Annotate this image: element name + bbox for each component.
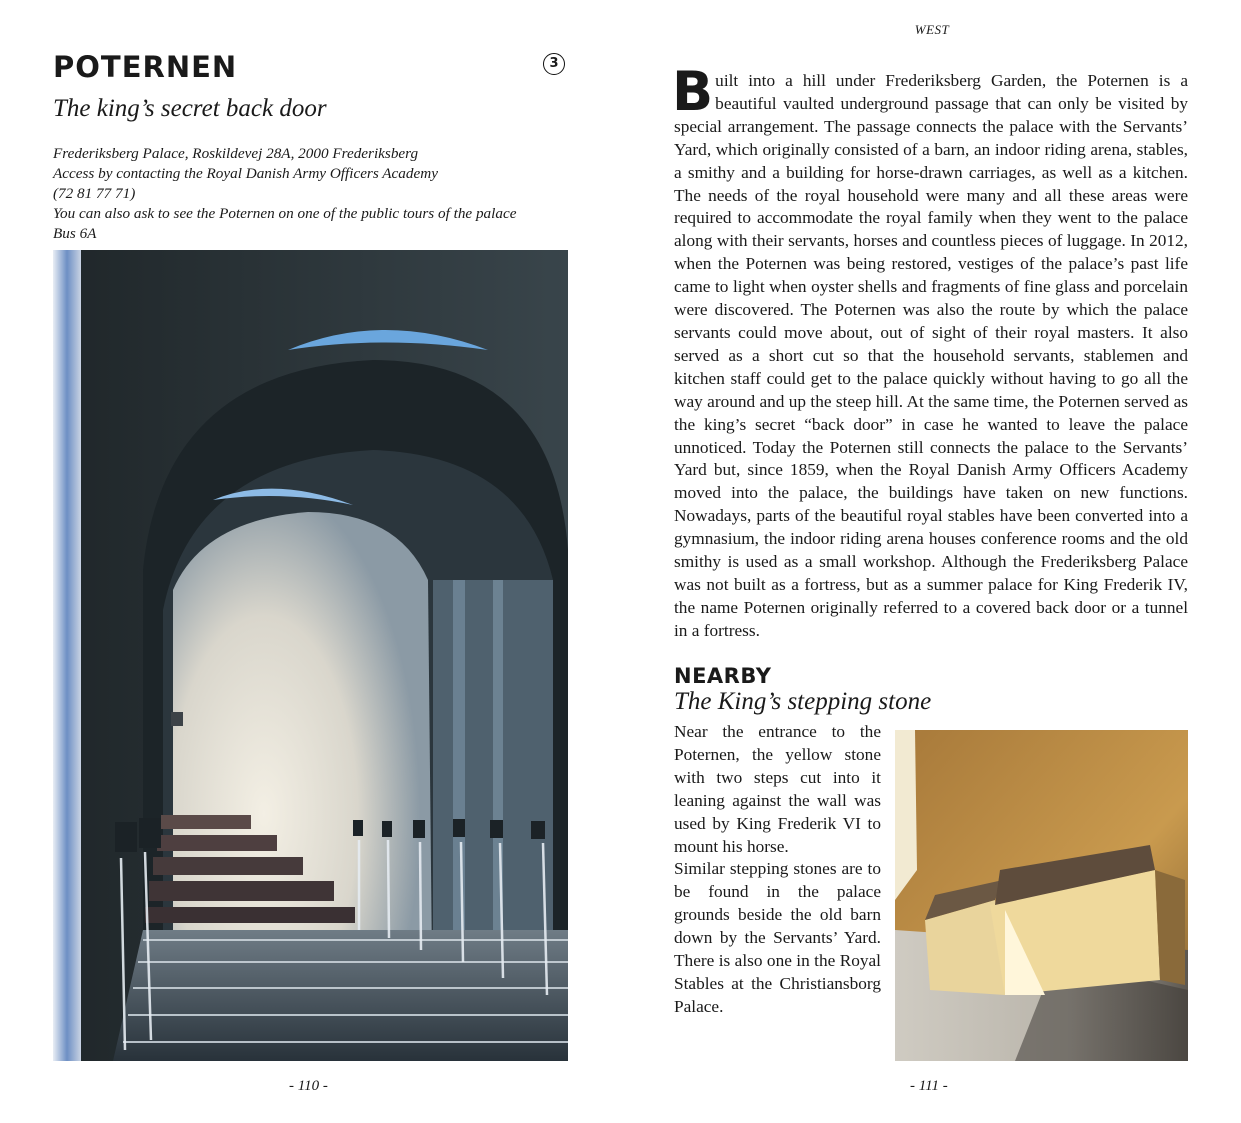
stepping-stone-photo bbox=[895, 730, 1188, 1061]
article-body-text: uilt into a hill under Frederiksberg Garden, the Poternen is a beautiful vaulted underground passage that can only be visited by special arrangement. The passage connects the palace with the Servants’ Yard, which originally consisted of a barn, an indoor riding arena, stables, a smithy and a building for horse-drawn carriages, as well as a kitchen. The needs of the royal household were many and all these areas were required to accommodate the royal family when they went to the palace along with their servants, horses and countless pieces of luggage. In 2012, when the Poternen was being restored, vestiges of the palace’s past life came to light when oyster shells and fragments of fine glass and porcelain were discovered. The Poternen was also the route by which the palace servants could move about, out of sight of their royal masters. It also served as a short cut so that the household servants, stablemen and kitchen staff could get to the palace quickly without having to go all the way around and up the steep hill. At the same time, the Poternen served as the king’s secret “back door” in case he wanted to leave the palace unnoticed. Today the Poternen still connects the palace to the Servants’ Yard but, since 1859, when the Royal Danish Army Officers Academy moved into the palace, the buildings have taken on new functions. Nowadays, parts of the beautiful royal stables have been converted into a gymnasium, the indoor riding arena houses conference rooms and the old smithy is used as a small workshop. Although the Frederiksberg Palace was not built as a fortress, but as a summer palace for King Frederik IV, the name Poternen originally referred to a covered back door or a tunnel in a fortress. bbox=[674, 71, 1188, 640]
passage-photo bbox=[53, 250, 568, 1061]
address-line: Frederiksberg Palace, Roskildevej 28A, 2000 Frederiksberg bbox=[53, 145, 419, 162]
phone-line: (72 81 77 71) bbox=[53, 185, 136, 202]
tours-line: You can also ask to see the Poternen on one of the public tours of the palace bbox=[53, 205, 517, 222]
nearby-paragraph: Near the entrance to the Poternen, the yellow stone with two steps cut into it leaning against the wall was used by King Frederik VI to mount his horse. bbox=[674, 722, 881, 856]
bus-line: Bus 6A bbox=[53, 225, 97, 242]
section-header: WEST bbox=[914, 22, 950, 37]
page-number-left: - 110 - bbox=[289, 1078, 328, 1094]
nearby-paragraph: Similar stepping stones are to be found in the palace grounds beside the old barn down by the Servants’ Yard. There is also one in the Royal Stables at the Christiansborg Palace. bbox=[674, 859, 881, 1016]
access-line: Access by contacting the Royal Danish Army Officers Academy bbox=[53, 165, 438, 182]
location-number-badge: 3 bbox=[543, 53, 565, 75]
stepping-stone-illustration bbox=[895, 730, 1188, 1061]
location-info bbox=[53, 144, 573, 244]
page-subtitle: The king’s secret back door bbox=[53, 95, 327, 122]
passage-illustration bbox=[53, 250, 568, 1061]
page-title: POTERNEN bbox=[53, 50, 238, 84]
article-body bbox=[672, 60, 1188, 643]
nearby-subtitle: The King’s stepping stone bbox=[674, 688, 932, 715]
nearby-text bbox=[674, 721, 881, 1019]
drop-cap: B bbox=[672, 60, 714, 123]
nearby-heading: NEARBY bbox=[674, 664, 772, 688]
page-number-right: - 111 - bbox=[910, 1078, 948, 1094]
